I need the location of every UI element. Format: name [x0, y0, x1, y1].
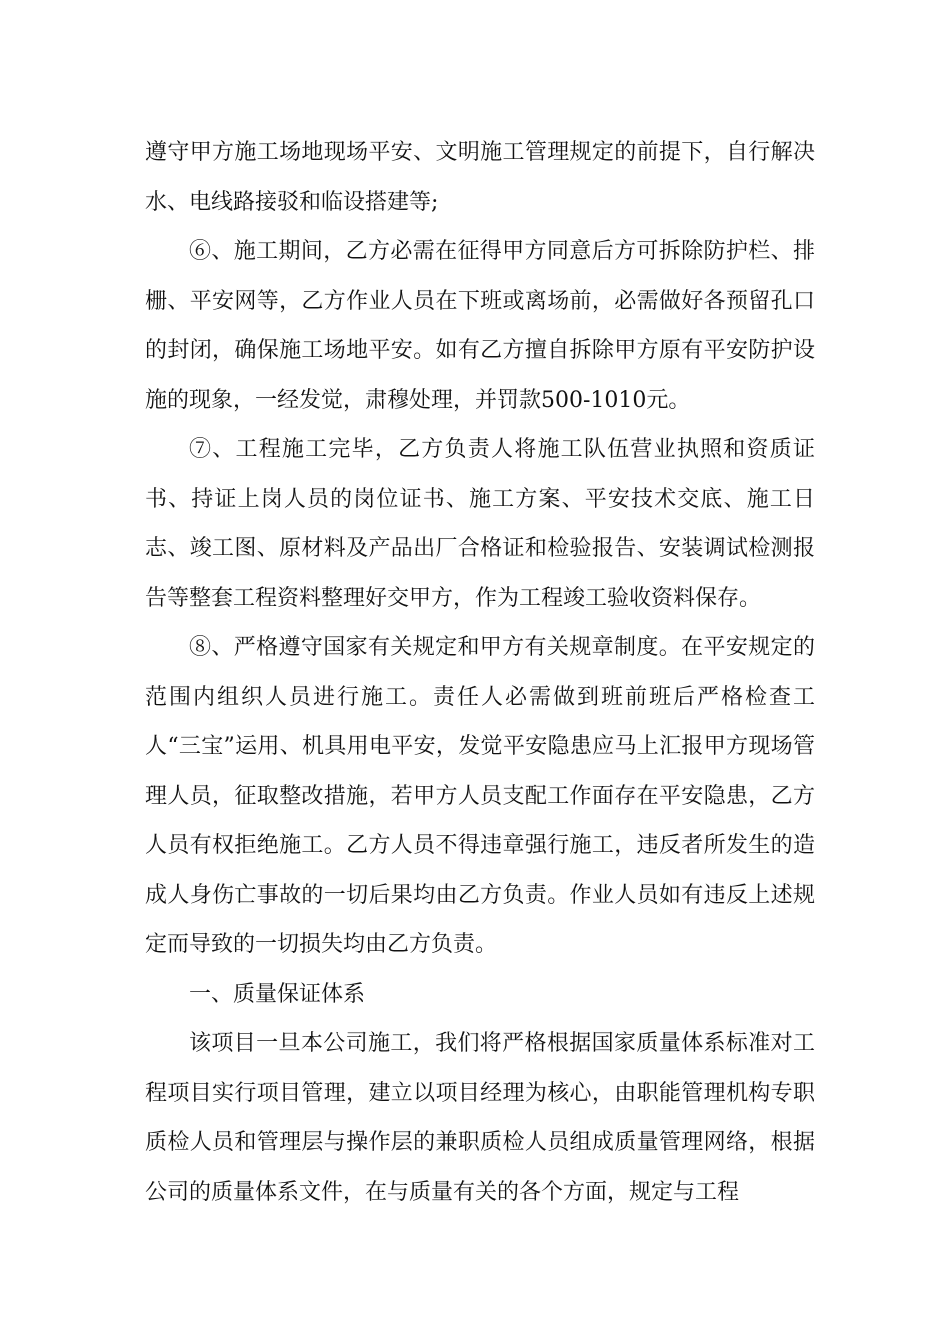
paragraph-clause-8: ⑧、严格遵守国家有关规定和甲方有关规章制度。在平安规定的范围内组织人员进行施工。责任人必需做到班前班后严格检查工人“三宝”运用、机具用电平安，发觉平安隐患应马上汇报甲方现场管理人员，征取整改措施，若甲方人员支配工作面存在平安隐患，乙方人员有权拒绝施工。乙方人员不得违章强行施工，违反者所发生的造成人身伤亡事故的一切后果均由乙方负责。作业人员如有违反上述规定而导致的一切损失均由乙方负责。 — [145, 635, 815, 957]
paragraph-continued: 遵守甲方施工场地现场平安、文明施工管理规定的前提下，自行解决水、电线路接驳和临设搭建等; — [145, 140, 815, 215]
document-body — [145, 128, 815, 1217]
paragraph-quality-system: 该项目一旦本公司施工，我们将严格根据国家质量体系标准对工程项目实行项目管理，建立以项目经理为核心，由职能管理机构专职质检人员和管理层与操作层的兼职质检人员组成质量管理网络，根据公司的质量体系文件，在与质量有关的各个方面，规定与工程 — [145, 1031, 815, 1205]
section-heading-quality-assurance: 一、质量保证体系 — [189, 981, 366, 1007]
paragraph-clause-6: ⑥、施工期间，乙方必需在征得甲方同意后方可拆除防护栏、排栅、平安网等，乙方作业人员在下班或离场前，必需做好各预留孔口的封闭，确保施工场地平安。如有乙方擅自拆除甲方原有平安防护设施的现象，一经发觉，肃穆处理，并罚款500-1010元。 — [145, 239, 815, 413]
paragraph-clause-7: ⑦、工程施工完毕，乙方负责人将施工队伍营业执照和资质证书、持证上岗人员的岗位证书、施工方案、平安技术交底、施工日志、竣工图、原材料及产品出厂合格证和检验报告、安装调试检测报告等整套工程资料整理好交甲方，作为工程竣工验收资料保存。 — [145, 437, 815, 611]
